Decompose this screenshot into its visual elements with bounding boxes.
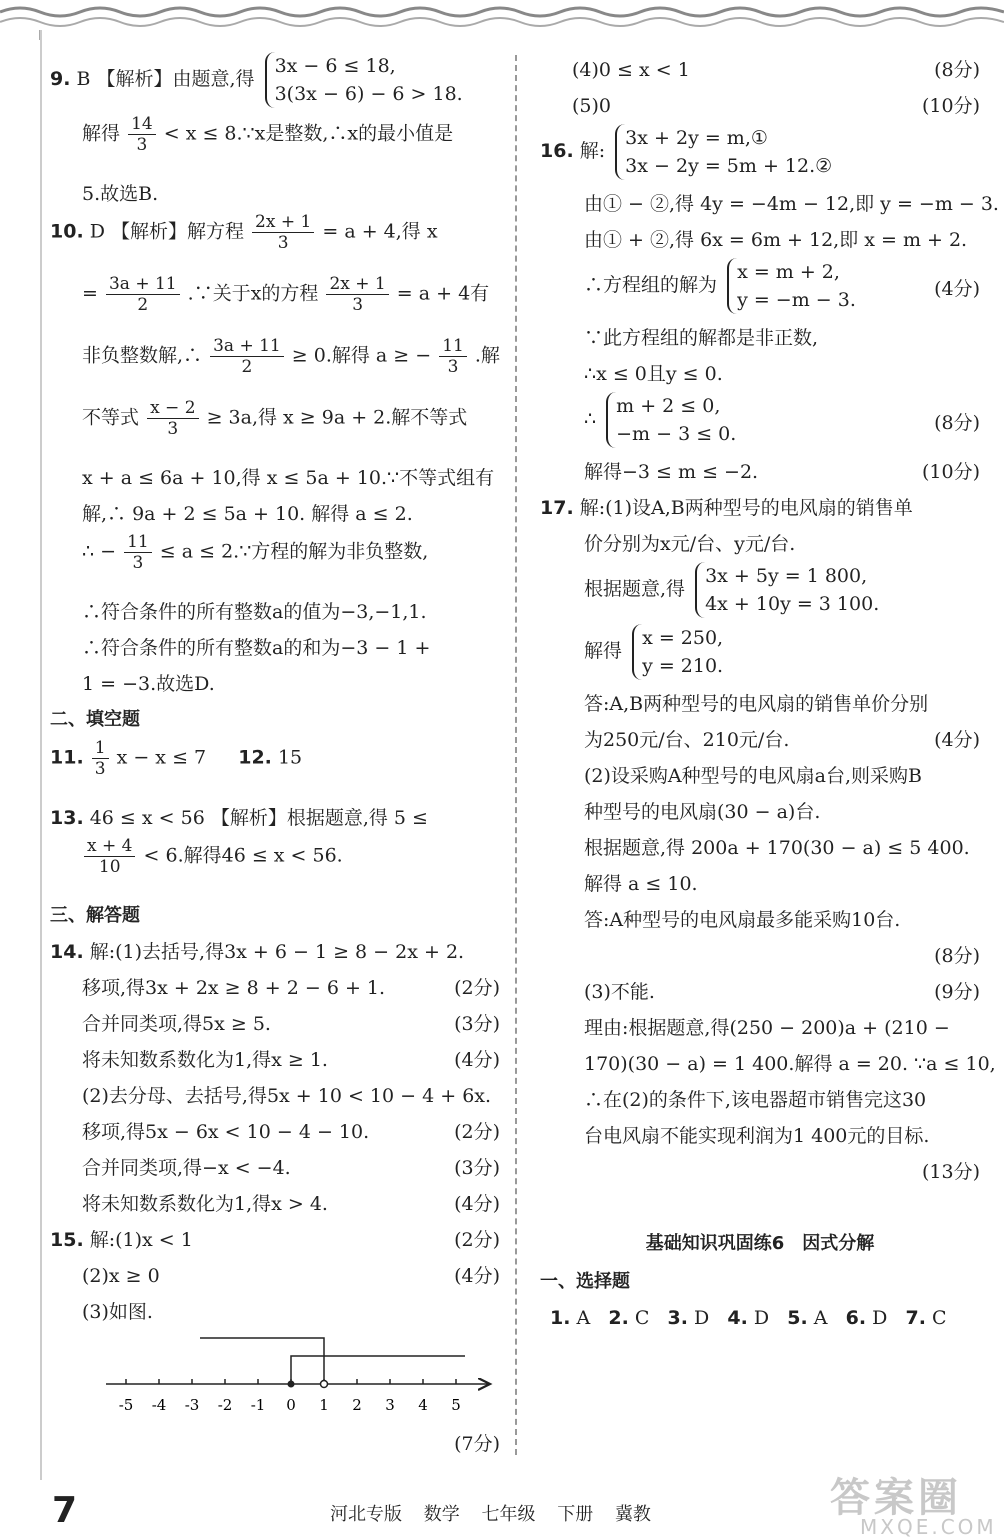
footer-subject: 数学: [423, 1504, 460, 1525]
answer-item: [727, 1307, 769, 1329]
q17-eq: y = 210.: [642, 655, 724, 677]
score: (10分): [921, 461, 980, 483]
footer-volume: 下册: [557, 1504, 594, 1525]
q13-frac: [84, 836, 135, 877]
q16-line: ∵此方程组的解都是非正数,: [584, 327, 819, 349]
frac-num: 1: [92, 738, 109, 759]
score: (10分): [921, 95, 980, 117]
tick-label: -5: [118, 1396, 134, 1414]
right-column: [540, 52, 999, 1336]
page-number: 7: [52, 1490, 78, 1531]
q15-text: (5)0: [572, 95, 612, 117]
answer-choice: C: [931, 1307, 947, 1329]
q16-line: [540, 258, 980, 320]
frac-den: 3: [167, 419, 179, 439]
section6-answers: [540, 1300, 980, 1336]
answer-number: 6.: [845, 1307, 867, 1329]
open-point: [321, 1381, 328, 1388]
section6-title: 基础知识巩固练6 因式分解: [645, 1233, 875, 1254]
score: (4分): [934, 278, 980, 300]
score: (4分): [454, 1049, 500, 1071]
answer-item: [846, 1307, 888, 1329]
score: (2分): [454, 1229, 500, 1251]
frac-den: 2: [137, 295, 149, 315]
q15-text: 解:(1)x < 1: [89, 1229, 193, 1251]
score: (4分): [934, 729, 980, 751]
frac-num: 11: [439, 336, 467, 357]
q17-text: 根据题意,得: [584, 578, 686, 600]
q17-solution-system: [632, 624, 723, 680]
frac-num: 2x + 1: [326, 274, 388, 295]
q10-number: 10.: [50, 220, 84, 243]
q14-text: (2)去分母、去括号,得5x + 10 < 10 − 4 + 6x.: [82, 1085, 492, 1107]
solution-set-2: [291, 1356, 465, 1384]
q14-number: 14.: [50, 941, 84, 963]
score: (8分): [934, 412, 980, 434]
answer-item: [668, 1307, 710, 1329]
left-margin-rule: [40, 30, 42, 1480]
score: (13分): [921, 1161, 980, 1183]
q14-text: 解:(1)去括号,得3x + 6 − 1 ≥ 8 − 2x + 2.: [89, 941, 465, 963]
q10-frac1: [252, 212, 314, 253]
q10-line9: ∴符合条件的所有整数a的和为−3 − 1 +: [82, 637, 431, 659]
q14-text: 移项,得5x − 6x < 10 − 4 − 10.: [82, 1121, 370, 1143]
q17-line: 答:A种型号的电风扇最多能采购10台.: [584, 909, 901, 931]
score: (9分): [934, 981, 980, 1003]
q10-text: = a + 4,得 x: [322, 220, 438, 243]
q17-eq: 3x + 5y = 1 800,: [705, 565, 868, 587]
q14-text: 将未知数系数化为1,得x > 4.: [82, 1193, 328, 1215]
frac-num: 14: [128, 114, 156, 135]
answer-number: 1.: [550, 1307, 571, 1329]
q9-line2: [50, 114, 500, 176]
q10-line1: [50, 212, 500, 274]
answer-choice: A: [813, 1307, 828, 1329]
answer-item: [787, 1307, 827, 1329]
q10-line8: ∴符合条件的所有整数a的值为−3,−1,1.: [82, 601, 427, 623]
q9-line3: 5.故选B.: [82, 183, 159, 205]
q17-text: (3)不能.: [584, 981, 655, 1003]
q11-number: 11.: [50, 746, 84, 769]
number-line-figure: [50, 1330, 500, 1426]
q17-line: 解得 a ≤ 10.: [584, 873, 698, 895]
q14-line: [50, 1078, 500, 1114]
q16-eq: x = m + 2,: [737, 261, 840, 283]
q10-line3: [50, 336, 500, 398]
q15-line: [50, 1222, 500, 1258]
answer-number: 3.: [667, 1307, 688, 1329]
q10-text: =: [82, 282, 98, 305]
q10-frac7: [124, 532, 152, 573]
q17-number: 17.: [540, 497, 574, 519]
q17-line: 价分别为x元/台、y元/台.: [584, 533, 796, 555]
q14-line: [50, 970, 500, 1006]
q15-line: [50, 1294, 500, 1330]
tick-label: -4: [151, 1396, 167, 1414]
q17-line: [540, 974, 980, 1010]
score: (3分): [454, 1013, 500, 1035]
q10-frac2: [106, 274, 180, 315]
answer-item: [608, 1307, 649, 1329]
number-line: [50, 1330, 500, 1426]
header-decoration: [0, 0, 1004, 40]
tick-label: -2: [217, 1396, 233, 1414]
q9-line1: [50, 52, 500, 114]
q10-text: ≤ a ≤ 2.∵方程的解为非负整数,: [159, 540, 429, 563]
q16-system: [615, 124, 832, 180]
q17-line1: [540, 490, 980, 526]
frac-den: 3: [94, 759, 106, 779]
score: (4分): [454, 1265, 500, 1287]
q10-text: 非负整数解,∴: [82, 344, 203, 367]
q13-line2: [50, 836, 500, 898]
q12-number: 12.: [238, 746, 272, 769]
q14-line: [50, 1006, 500, 1042]
q10-line2: [50, 274, 500, 336]
tick-label: 2: [352, 1396, 362, 1414]
q10-text: 不等式: [82, 406, 140, 429]
q16-text: ∴: [584, 408, 597, 430]
q10-frac6: [147, 398, 198, 439]
q9-number: 9.: [50, 68, 71, 90]
tick-label: 0: [286, 1396, 296, 1414]
q10-frac5: [439, 336, 467, 377]
frac-num: 2x + 1: [252, 212, 314, 233]
answer-choice: D: [753, 1307, 770, 1329]
q17-line: ∴在(2)的条件下,该电器超市销售完这30: [584, 1089, 927, 1111]
watermark-logo: [830, 1475, 1000, 1539]
q10-text: .解: [474, 344, 500, 367]
q16-number: 16.: [540, 140, 574, 162]
q14-text: 移项,得3x + 2x ≥ 8 + 2 − 6 + 1.: [82, 977, 386, 999]
score: (8分): [934, 945, 980, 967]
q17-line: [540, 722, 980, 758]
frac-den: 3: [447, 357, 459, 377]
q15-score-line: [50, 1426, 500, 1462]
q16-line: 由① − ②,得 4y = −4m − 12,即 y = −m − 3.: [584, 193, 999, 215]
q10-text: D 【解析】解方程: [89, 220, 244, 243]
q14-text: 将未知数系数化为1,得x ≥ 1.: [82, 1049, 328, 1071]
frac-den: 10: [98, 857, 121, 877]
q13-text: < 6.解得46 ≤ x < 56.: [143, 844, 343, 867]
q16-text: ∴方程组的解为: [584, 274, 718, 296]
column-divider: [515, 55, 517, 1455]
tick-label: 4: [418, 1396, 428, 1414]
q11-frac: [92, 738, 109, 779]
q16-eq: −m − 3 ≤ 0.: [616, 423, 737, 445]
footer-grade: 七年级: [481, 1504, 536, 1525]
q16-line: ∴x ≤ 0且y ≤ 0.: [584, 363, 723, 385]
q14-line: [50, 1186, 500, 1222]
score: (2分): [454, 977, 500, 999]
watermark-url: MXQE.COM: [860, 1515, 997, 1539]
section-solutions: 三、解答题: [50, 905, 140, 926]
footer-province: 河北专版: [330, 1504, 402, 1525]
score: (3分): [454, 1157, 500, 1179]
q15-text: (4)0 ≤ x < 1: [572, 59, 690, 81]
answer-number: 2.: [608, 1307, 629, 1329]
q10-text: ≥ 3a,得 x ≥ 9a + 2.解不等式: [206, 406, 468, 429]
q10-line4: [50, 398, 500, 460]
frac-num: 3a + 11: [210, 336, 284, 357]
q10-text: .∵关于x的方程: [187, 282, 319, 305]
q10-text: ≥ 0.解得 a ≥ −: [291, 344, 432, 367]
q16-line: [540, 454, 980, 490]
frac-den: 3: [277, 233, 289, 253]
q11-line: [50, 738, 500, 800]
q12-answer: 15: [277, 746, 303, 769]
q17-line: [540, 624, 980, 686]
frac-num: x − 2: [147, 398, 198, 419]
score: (7分): [454, 1433, 500, 1455]
q14-line: [50, 1042, 500, 1078]
section-fill-in: 二、填空题: [50, 709, 140, 730]
q16-line: [540, 392, 980, 454]
watermark-text: 答案圈: [830, 1475, 962, 1521]
frac-num: x + 4: [84, 836, 135, 857]
answer-choice: D: [872, 1307, 888, 1329]
q16-text: 解得−3 ≤ m ≤ −2.: [584, 461, 759, 483]
q14-text: 合并同类项,得−x < −4.: [82, 1157, 291, 1179]
q17-line: (2)设采购A种型号的电风扇a台,则采购B: [584, 765, 922, 787]
q9-text: B 【解析】由题意,得: [76, 68, 255, 90]
q15-part5: [540, 88, 980, 124]
frac-den: 3: [352, 295, 364, 315]
answer-choice: C: [634, 1307, 650, 1329]
q13-text: 46 ≤ x < 56 【解析】根据题意,得 5 ≤: [89, 807, 428, 829]
tick-label: -1: [250, 1396, 266, 1414]
q15-text: (2)x ≥ 0: [82, 1265, 160, 1287]
q16-ineq-system: [606, 392, 736, 448]
q16-eq: m + 2 ≤ 0,: [616, 395, 721, 417]
q17-line: [540, 562, 980, 624]
q16-eq: y = −m − 3.: [737, 289, 856, 311]
q17-eq: 4x + 10y = 3 100.: [705, 593, 880, 615]
q17-line: 170)(30 − a) = 1 400.解得 a = 20. ∵a ≤ 10,: [584, 1053, 996, 1075]
q13-line1: [50, 800, 500, 836]
q16-eq1: 3x + 2y = m,①: [625, 127, 768, 149]
section6-subtitle: 一、选择题: [540, 1271, 630, 1292]
q17-line: 种型号的电风扇(30 − a)台.: [584, 801, 821, 823]
q10-frac4: [210, 336, 284, 377]
q14-line: [50, 1150, 500, 1186]
footer-publisher: 冀教: [614, 1504, 651, 1525]
q17-line: 理由:根据题意,得(250 − 200)a + (210 −: [584, 1017, 950, 1039]
q9-eq1: 3x − 6 ≤ 18,: [274, 55, 396, 77]
q10-text: ∴ −: [82, 540, 117, 563]
left-column: [50, 52, 500, 1462]
q10-frac3: [326, 274, 388, 315]
tick-label: 1: [319, 1396, 329, 1414]
q17-score-line: [540, 1154, 980, 1190]
q15-line: [50, 1258, 500, 1294]
q14-line: [50, 1114, 500, 1150]
q14-text: 合并同类项,得5x ≥ 5.: [82, 1013, 271, 1035]
q10-line5: x + a ≤ 6a + 10,得 x ≤ 5a + 10.∵不等式组有: [82, 467, 495, 489]
q16-text: 解:: [579, 140, 606, 162]
q16-eq2: 3x − 2y = 5m + 12.②: [625, 155, 833, 177]
closed-point: [288, 1381, 295, 1388]
answer-item: [905, 1307, 946, 1329]
q17-system: [695, 562, 879, 618]
tick-label: -3: [184, 1396, 200, 1414]
frac-num: 3a + 11: [106, 274, 180, 295]
solution-set-1: [200, 1338, 324, 1384]
q13-number: 13.: [50, 807, 84, 829]
q15-number: 15.: [50, 1229, 84, 1251]
q17-line: 根据题意,得 200a + 170(30 − a) ≤ 5 400.: [584, 837, 970, 859]
q14-line: [50, 934, 500, 970]
answer-number: 7.: [905, 1307, 926, 1329]
frac-num: 11: [124, 532, 152, 553]
frac-den: 2: [241, 357, 253, 377]
q17-eq: x = 250,: [642, 627, 724, 649]
q17-line: 台电风扇不能实现利润为1 400元的目标.: [584, 1125, 930, 1147]
q17-text: 解:(1)设A,B两种型号的电风扇的销售单: [579, 497, 913, 519]
q15-part4: [540, 52, 980, 88]
answer-item: [550, 1307, 590, 1329]
tick-label: 3: [385, 1396, 395, 1414]
score: (2分): [454, 1121, 500, 1143]
q10-line6: 解,∴ 9a + 2 ≤ 5a + 10. 解得 a ≤ 2.: [82, 503, 413, 525]
q15-text: (3)如图.: [82, 1301, 153, 1323]
q16-line: 由① + ②,得 6x = 6m + 12,即 x = m + 2.: [584, 229, 968, 251]
answer-choice: A: [576, 1307, 591, 1329]
q9-eq2: 3(3x − 6) − 6 > 18.: [274, 83, 463, 105]
footer-text: [330, 1500, 667, 1526]
answer-choice: D: [694, 1307, 710, 1329]
q9-solve-label: 解得: [82, 122, 121, 145]
q17-text: 为250元/台、210元/台.: [584, 729, 790, 751]
frac-den: 3: [136, 135, 148, 155]
tick-label: 5: [451, 1396, 461, 1414]
answer-number: 5.: [787, 1307, 808, 1329]
q16-solution-system: [727, 258, 856, 314]
q9-solve-text: < x ≤ 8.∵x是整数,∴x的最小值是: [163, 122, 454, 145]
q9-system: [265, 52, 463, 108]
q11-answer: x − x ≤ 7: [116, 746, 207, 769]
q10-line7: [50, 532, 500, 594]
q17-score-line: [540, 938, 980, 974]
answer-number: 4.: [727, 1307, 748, 1329]
q17-text: 解得: [584, 640, 623, 662]
q17-line: 答:A,B两种型号的电风扇的销售单价分别: [584, 693, 929, 715]
score: (8分): [934, 59, 980, 81]
q16-line1: [540, 124, 980, 186]
frac-den: 3: [132, 553, 144, 573]
q10-text: = a + 4有: [396, 282, 490, 305]
score: (4分): [454, 1193, 500, 1215]
q9-fraction: [128, 114, 156, 155]
q10-line10: 1 = −3.故选D.: [82, 673, 215, 695]
